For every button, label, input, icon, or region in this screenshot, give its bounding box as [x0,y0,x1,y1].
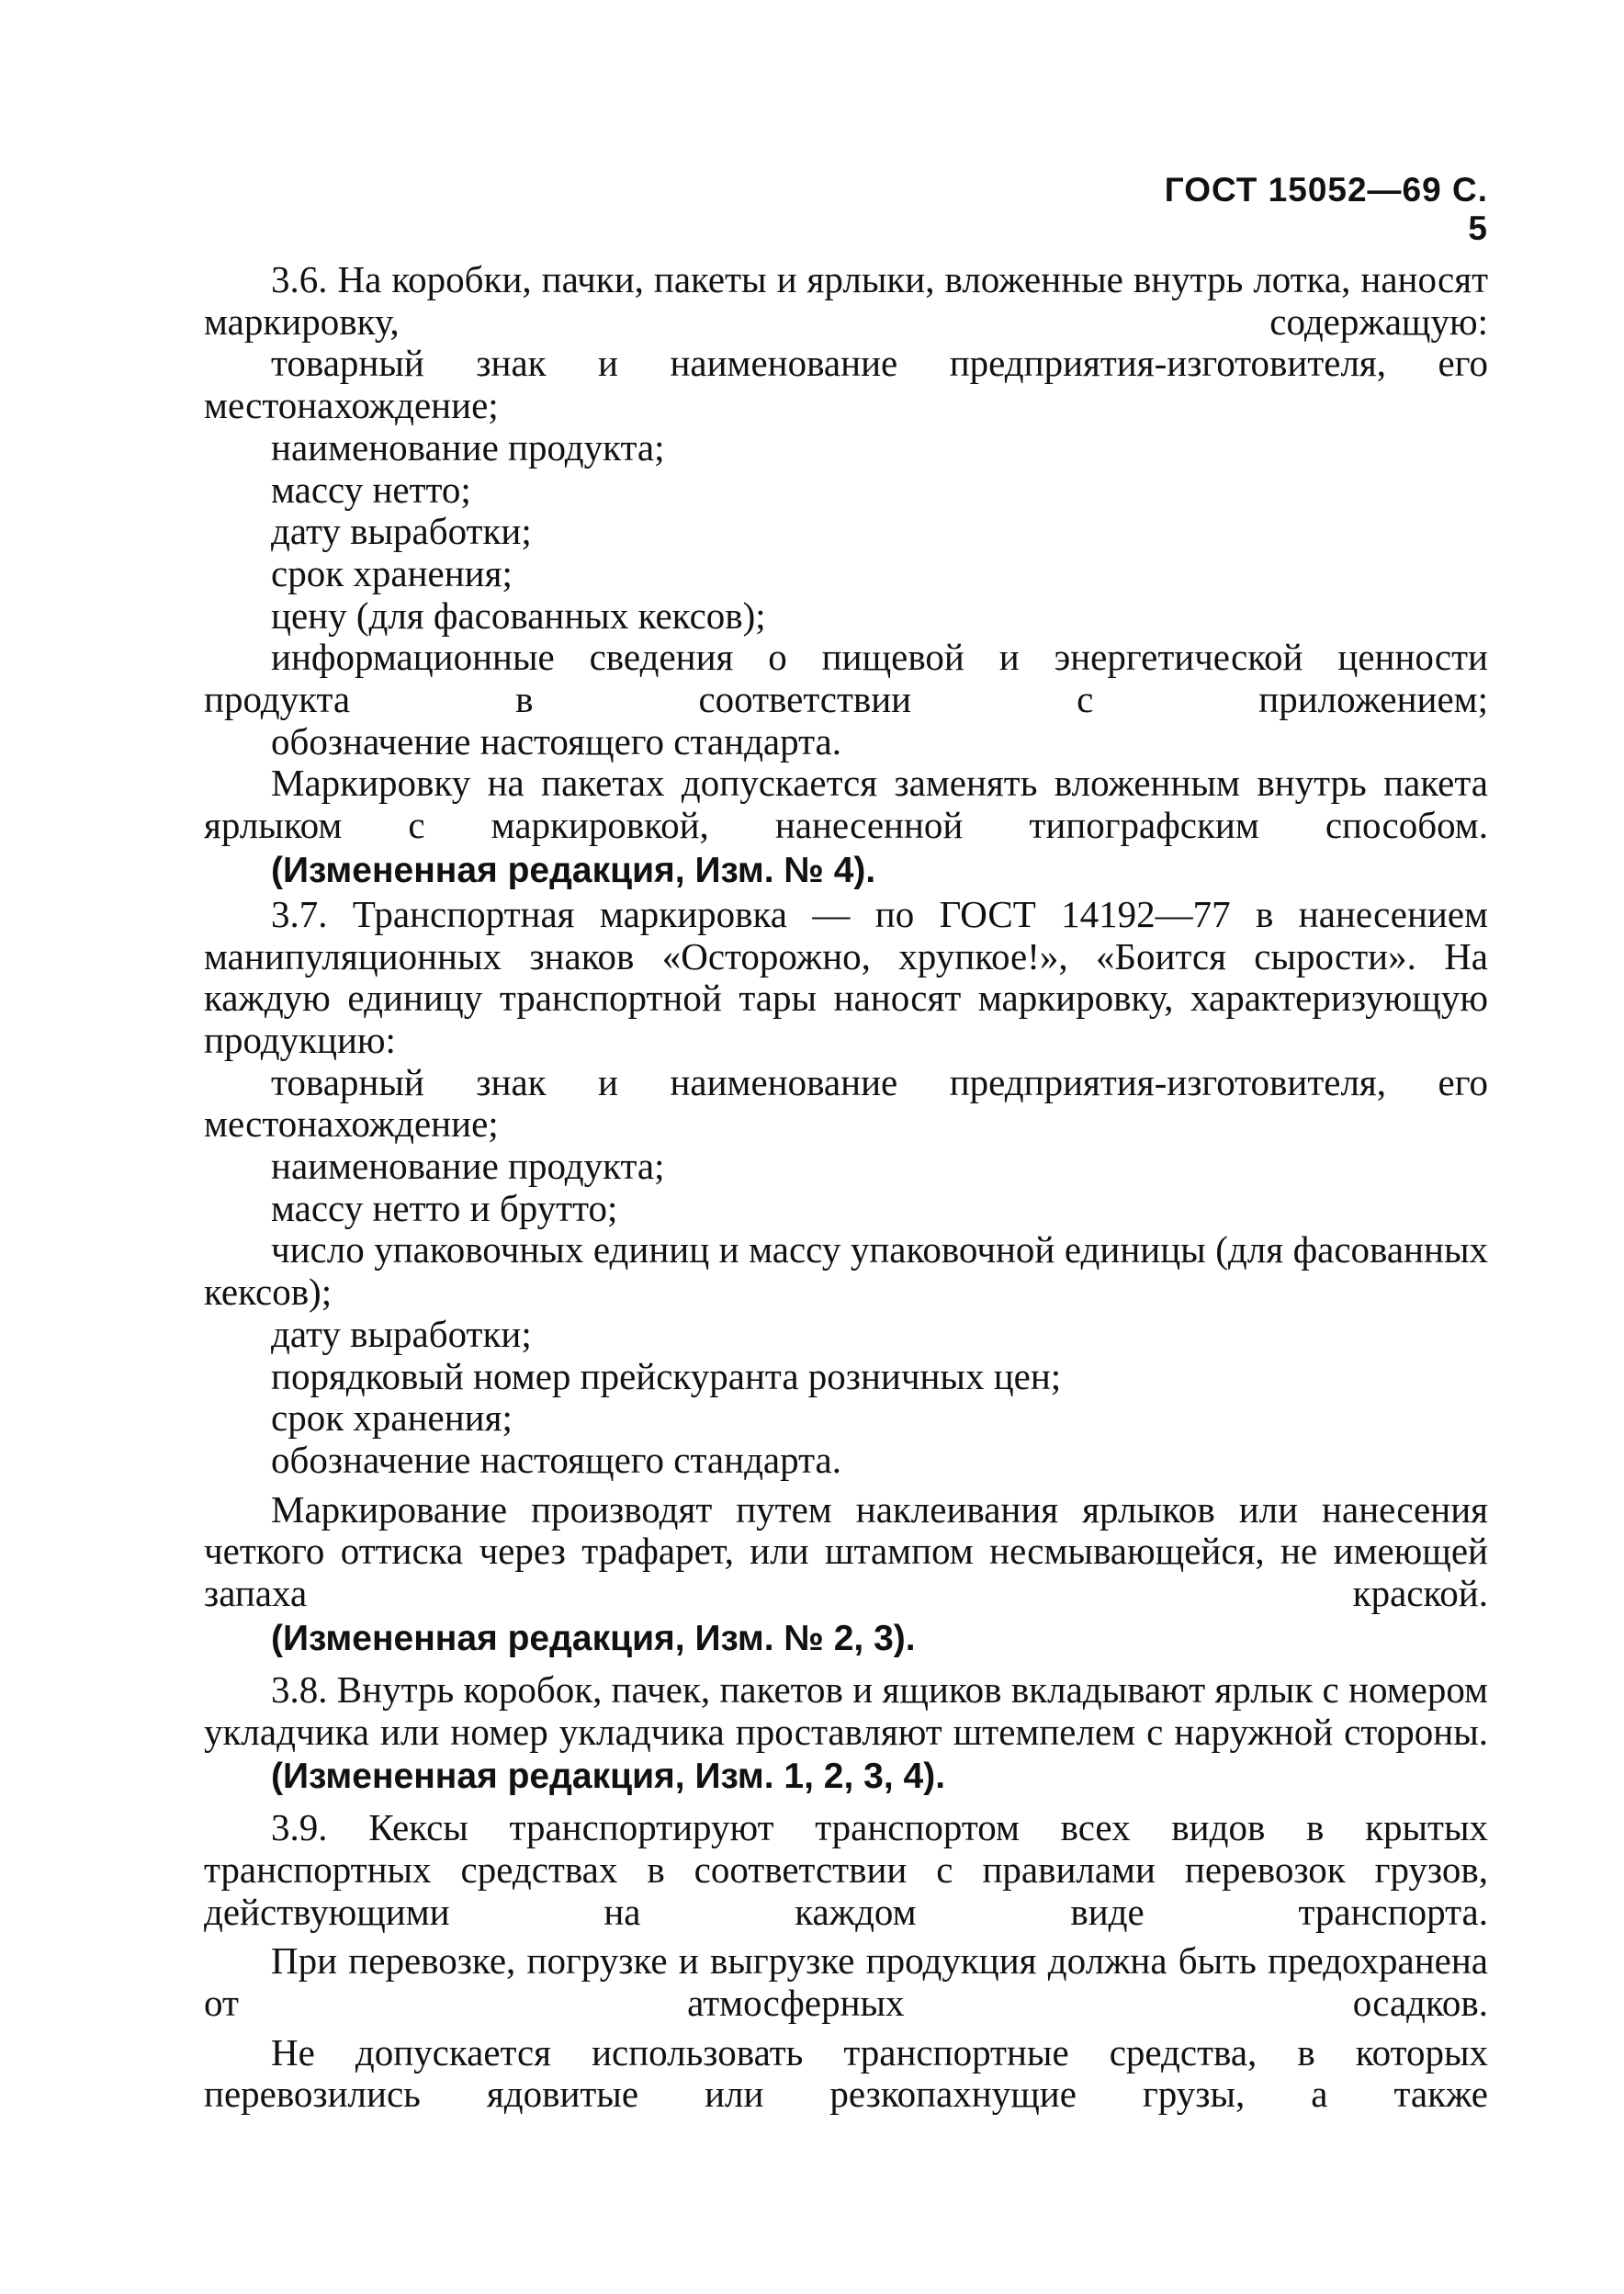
paragraph-vehicle-restriction: Не допускается использовать транспортные средства, в которых перевозились ядовитые или резкопахнущие грузы, а также [204,2030,1488,2116]
paragraph-label-replacement: Маркировку на пакетах допускается заменять вложенным внутрь пакета ярлыком с маркировкой, нанесенной типографским способом. [204,762,1488,847]
paragraph-3-8: 3.8. Внутрь коробок, пачек, пакетов и ящиков вкладывают ярлык с номером укладчика или номер укладчика проставляют штемпелем с наружной стороны. [204,1667,1488,1753]
transport-item-shelf-life: срок хранения; [271,1396,513,1440]
marking-item-net-mass: массу нетто; [271,468,471,511]
marking-item-price: цену (для фасованных кексов); [271,593,766,637]
marking-item-nutrition-info: информационные сведения о пищевой и энергетической ценности продукта в соответствии с приложением; [204,636,1488,721]
marking-item-trademark: товарный знак и наименование предприятия-изготовителя, его местонахождение; [204,342,1488,427]
transport-item-mass: массу нетто и брутто; [271,1186,618,1229]
amendment-note: (Измененная редакция, Изм. 1, 2, 3, 4). [271,1757,946,1797]
document-body [204,259,1488,2116]
marking-item-product-name: наименование продукта; [271,425,665,469]
page-header: ГОСТ 15052—69 С. 5 [1164,171,1488,247]
paragraph-3-7: 3.7. Транспортная маркировка — по ГОСТ 14192—77 в нанесением манипуляционных знаков «Осторожно, хрупкое!», «Боится сырости». На каждую единицу транспортной тары наносят маркировку, характеризующую продукцию: [204,892,1488,1061]
transport-item-product-name: наименование продукта; [271,1145,665,1188]
transport-item-package-count: число упаковочных единиц и массу упаковочной единицы (для фасованных кексов); [204,1228,1488,1314]
transport-item-standard: обозначение настоящего стандарта. [271,1438,841,1481]
transport-item-price-list: порядковый номер прейскуранта розничных цен; [271,1354,1062,1397]
paragraph-loading: При перевозке, погрузке и выгрузке продукция должна быть предохранена от атмосферных осадков. [204,1939,1488,2025]
transport-item-production-date: дату выработки; [271,1312,532,1355]
amendment-note: (Измененная редакция, Изм. № 2, 3). [271,1618,916,1658]
paragraph-3-9: 3.9. Кексы транспортируют транспортом всех видов в крытых транспортных средствах в соответствии с правилами перевозок грузов, действующими на каждом виде транспорта. [204,1806,1488,1933]
marking-item-shelf-life: срок хранения; [271,551,513,594]
marking-item-production-date: дату выработки; [271,510,532,553]
transport-item-trademark: товарный знак и наименование предприятия-изготовителя, его местонахождение; [204,1060,1488,1146]
paragraph-marking-method: Маркирование производят путем наклеивания ярлыков или нанесения четкого оттиска через трафарет, или штампом несмывающейся, не имеющей запаха краской. [204,1487,1488,1615]
marking-item-standard: обозначение настоящего стандарта. [271,719,841,763]
amendment-note: (Измененная редакция, Изм. № 4). [271,850,876,890]
paragraph-3-6: 3.6. На коробки, пачки, пакеты и ярлыки, вложенные внутрь лотка, наносят маркировку, содержащую: [204,258,1488,343]
